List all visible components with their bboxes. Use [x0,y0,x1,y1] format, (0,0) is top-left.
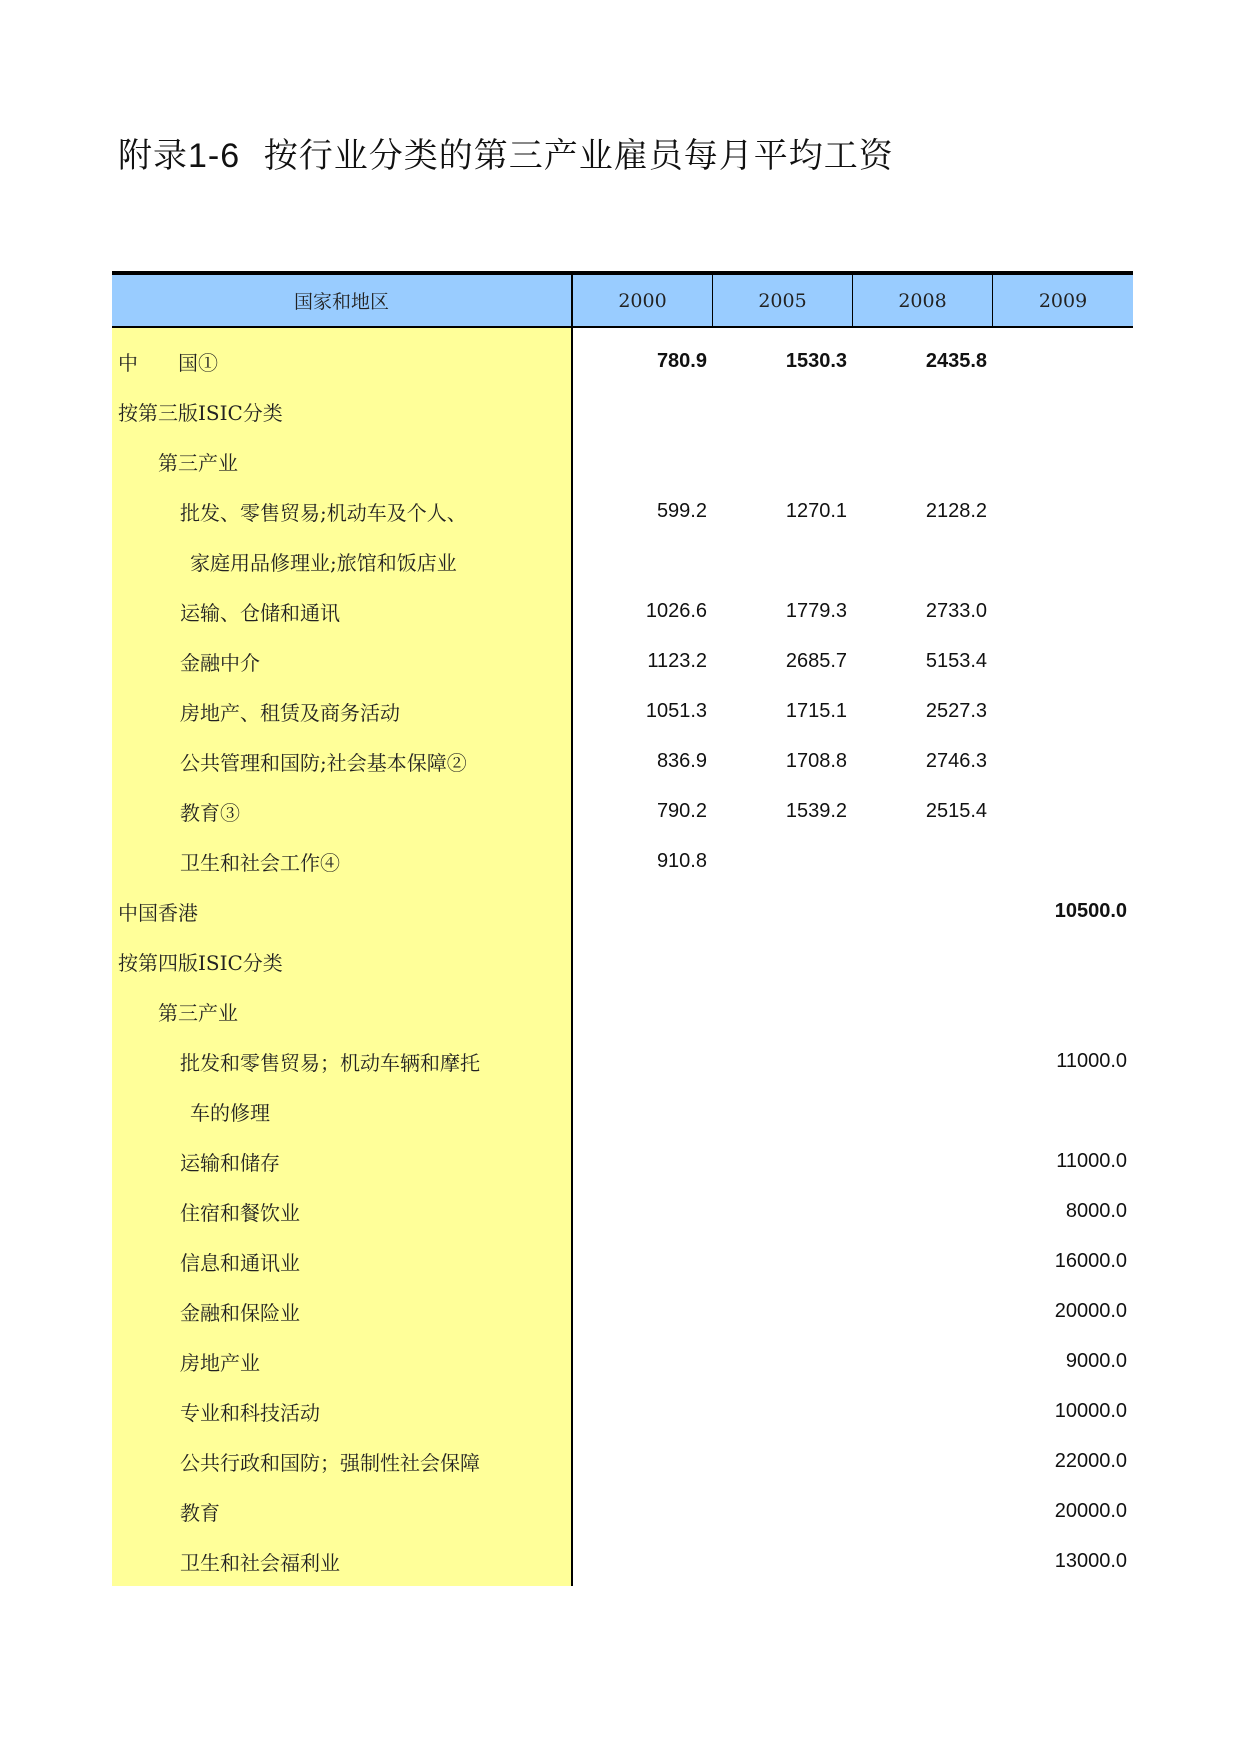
row-label: 中 国① [112,336,573,386]
value-cell-2008 [853,1536,993,1586]
row-label: 中国香港 [112,886,573,936]
value-cell-2000 [573,1136,713,1186]
table-header [112,275,1133,328]
table-row [112,1436,1133,1486]
value-cell-2005: 1539.2 [785,799,847,822]
table-row [112,1236,1133,1286]
header-year-2000: 2000 [573,275,713,326]
table-row [112,386,1133,436]
row-label: 卫生和社会福利业 [112,1536,573,1586]
value-cell-2009: 10500.0 [1054,899,1127,922]
value-cell-2008 [853,1436,993,1486]
value-cell-2000 [573,886,713,936]
value-cell-2008 [853,1286,993,1336]
value-cell-2005 [713,1386,853,1436]
value-cell-2000: 780.9 [656,349,707,372]
value-cell-2009 [993,686,1133,736]
value-cell-2005 [713,986,853,1036]
value-cell-2009: 20000.0 [1054,1299,1127,1322]
row-label: 按第四版ISIC分类 [112,936,573,986]
table-row [112,336,1133,386]
value-cell-2008: 2527.3 [925,699,987,722]
value-cell-2009 [993,836,1133,886]
value-cell-2008 [853,1086,993,1136]
value-cell-2009: 11000.0 [1056,1049,1127,1072]
row-label: 运输和储存 [112,1136,573,1186]
value-cell-2008: 2733.0 [925,599,987,622]
value-cell-2009 [993,436,1133,486]
table-row [112,436,1133,486]
value-cell-2008: 5153.4 [925,649,987,672]
value-cell-2005 [713,536,853,586]
table-row [112,836,1133,886]
value-cell-2008 [853,386,993,436]
table-row [112,1286,1133,1336]
table-row [112,736,1133,786]
value-cell-2000 [573,386,713,436]
value-cell-2008 [853,1036,993,1086]
table-row [112,986,1133,1036]
row-label: 家庭用品修理业;旅馆和饭店业 [112,536,573,586]
title-prefix: 附录 [118,136,188,176]
value-cell-2000 [573,1036,713,1086]
value-cell-2000 [573,1386,713,1436]
value-cell-2008 [853,536,993,586]
value-cell-2009 [993,386,1133,436]
row-label: 房地产、租赁及商务活动 [112,686,573,736]
value-cell-2000 [573,1186,713,1236]
value-cell-2000: 910.8 [656,849,707,872]
row-label: 金融和保险业 [112,1286,573,1336]
value-cell-2005: 1530.3 [785,349,847,372]
value-cell-2008 [853,1386,993,1436]
row-label: 信息和通讯业 [112,1236,573,1286]
row-label: 第三产业 [112,436,573,486]
row-label: 按第三版ISIC分类 [112,386,573,436]
value-cell-2009: 9000.0 [1065,1349,1127,1372]
value-cell-2005 [713,836,853,886]
value-cell-2000: 836.9 [656,749,707,772]
value-cell-2000 [573,936,713,986]
value-cell-2009 [993,336,1133,386]
value-cell-2009 [993,936,1133,986]
table-row [112,936,1133,986]
value-cell-2005 [713,436,853,486]
value-cell-2000: 599.2 [656,499,707,522]
row-label: 公共行政和国防；强制性社会保障 [112,1436,573,1486]
header-region: 国家和地区 [112,275,573,326]
table-body [112,328,1133,1586]
value-cell-2005: 1708.8 [785,749,847,772]
value-cell-2005 [713,1086,853,1136]
title-number: 1-6 [188,137,241,175]
value-cell-2008 [853,1136,993,1186]
table-row [112,1536,1133,1586]
value-cell-2008 [853,1236,993,1286]
table-row [112,886,1133,936]
value-cell-2009 [993,636,1133,686]
value-cell-2000 [573,536,713,586]
table-row [112,1036,1133,1086]
value-cell-2009: 16000.0 [1054,1249,1127,1272]
row-label: 卫生和社会工作④ [112,836,573,886]
value-cell-2009 [993,536,1133,586]
value-cell-2008 [853,1186,993,1236]
value-cell-2008: 2435.8 [925,349,987,372]
table-row [112,636,1133,686]
row-label: 运输、仓储和通讯 [112,586,573,636]
table-row [112,786,1133,836]
row-label: 教育 [112,1486,573,1536]
value-cell-2005: 2685.7 [785,649,847,672]
value-cell-2008 [853,836,993,886]
value-cell-2000 [573,1086,713,1136]
table-spacer [112,328,573,336]
value-cell-2000 [573,1486,713,1536]
value-cell-2005: 1715.1 [785,699,847,722]
row-label: 专业和科技活动 [112,1386,573,1436]
value-cell-2009: 22000.0 [1054,1449,1127,1472]
page-title [118,128,894,177]
value-cell-2000 [573,1336,713,1386]
table-row [112,1186,1133,1236]
value-cell-2009 [993,786,1133,836]
value-cell-2009 [993,736,1133,786]
table-row [112,1386,1133,1436]
value-cell-2005: 1270.1 [785,499,847,522]
table-row [112,686,1133,736]
value-cell-2005 [713,1286,853,1336]
table-row [112,1136,1133,1186]
row-label: 第三产业 [112,986,573,1036]
row-label: 房地产业 [112,1336,573,1386]
wage-table [112,271,1133,1586]
value-cell-2000 [573,1236,713,1286]
value-cell-2000 [573,1436,713,1486]
value-cell-2009 [993,486,1133,536]
table-row [112,586,1133,636]
table-row [112,1486,1133,1536]
value-cell-2000: 790.2 [656,799,707,822]
value-cell-2009: 20000.0 [1054,1499,1127,1522]
value-cell-2009 [993,986,1133,1036]
value-cell-2005 [713,1036,853,1086]
value-cell-2005 [713,1336,853,1386]
value-cell-2005 [713,886,853,936]
value-cell-2005: 1779.3 [785,599,847,622]
value-cell-2000: 1026.6 [645,599,707,622]
value-cell-2005 [713,1236,853,1286]
value-cell-2005 [713,1186,853,1236]
value-cell-2008 [853,436,993,486]
value-cell-2005 [713,1136,853,1186]
row-label: 车的修理 [112,1086,573,1136]
value-cell-2000: 1123.2 [647,649,707,672]
value-cell-2005 [713,386,853,436]
row-label: 金融中介 [112,636,573,686]
value-cell-2005 [713,1536,853,1586]
value-cell-2000 [573,1536,713,1586]
row-label: 教育③ [112,786,573,836]
value-cell-2009: 10000.0 [1054,1399,1127,1422]
value-cell-2008: 2515.4 [925,799,987,822]
value-cell-2008 [853,986,993,1036]
table-row [112,1336,1133,1386]
value-cell-2005 [713,936,853,986]
table-row [112,536,1133,586]
row-label: 批发和零售贸易；机动车辆和摩托 [112,1036,573,1086]
table-row [112,1086,1133,1136]
value-cell-2008 [853,1336,993,1386]
value-cell-2005 [713,1486,853,1536]
value-cell-2008 [853,1486,993,1536]
value-cell-2000 [573,986,713,1036]
row-label: 住宿和餐饮业 [112,1186,573,1236]
value-cell-2000 [573,1286,713,1336]
title-text: 按行业分类的第三产业雇员每月平均工资 [263,136,894,176]
header-year-2008: 2008 [853,275,993,326]
value-cell-2009: 11000.0 [1056,1149,1127,1172]
value-cell-2000: 1051.3 [645,699,707,722]
table-row [112,486,1133,536]
value-cell-2009 [993,586,1133,636]
value-cell-2009: 13000.0 [1054,1549,1127,1572]
value-cell-2000 [573,436,713,486]
value-cell-2008: 2746.3 [925,749,987,772]
value-cell-2009 [993,1086,1133,1136]
row-label: 批发、零售贸易;机动车及个人、 [112,486,573,536]
value-cell-2008 [853,936,993,986]
value-cell-2008: 2128.2 [925,499,987,522]
row-label: 公共管理和国防;社会基本保障② [112,736,573,786]
header-year-2009: 2009 [1038,289,1088,312]
value-cell-2009: 8000.0 [1065,1199,1127,1222]
value-cell-2008 [853,886,993,936]
value-cell-2005 [713,1436,853,1486]
header-year-2005: 2005 [713,275,853,326]
